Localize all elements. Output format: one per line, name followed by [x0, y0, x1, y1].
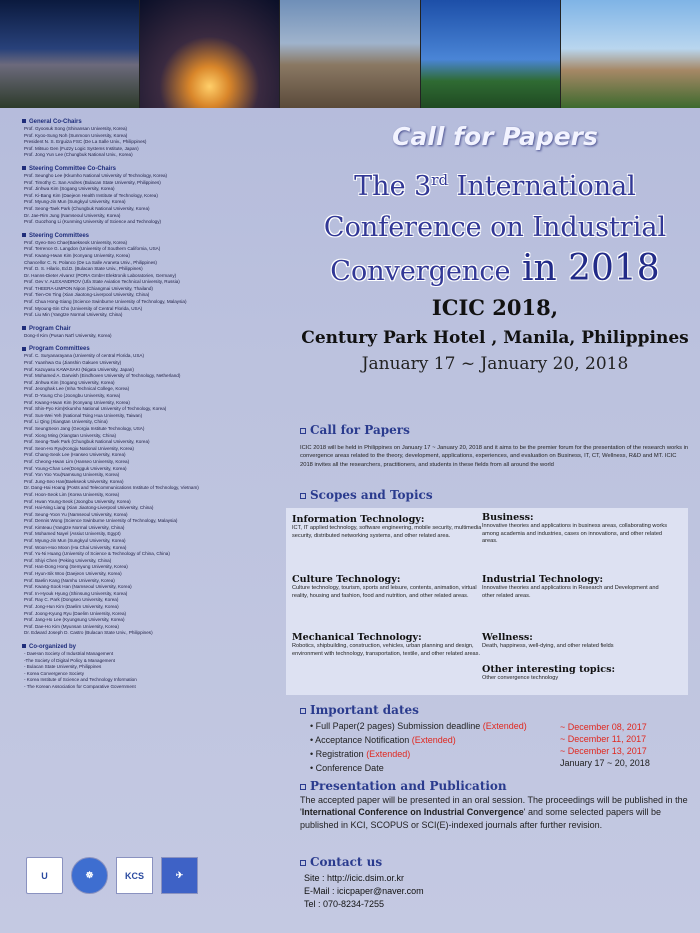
- committee-section-heading: Program Chair: [22, 325, 287, 333]
- committee-member: Prof. Young-Chan Lee(Dongguk University, Korea): [24, 465, 127, 471]
- committee-member: Prof. Kazuyasu KAWASAKI (Nigata University, Japan): [24, 366, 134, 372]
- committee-member: Prof. Mohamed A. Darwish (Eindhoven University of Technology, Netherland): [24, 373, 181, 379]
- contact-tel: Tel : 070-8234-7255: [304, 899, 385, 910]
- committee-member: Dr. Hanns-Dieter Alvarez (PORA GmbH Elektronik Laboratorien, Germany): [24, 272, 177, 278]
- committee-member: Prof. Xiong Ming (Xiangtan University, China): [24, 432, 117, 438]
- church-facade-photo: [561, 0, 700, 108]
- committee-member: Prof. Gyoosuk Song (Shinansan University, Korea): [24, 126, 128, 131]
- topic-description: Robotics, shipbuilding, construction, vehicles, urban planning and design, environment with technology, transportation, textile, and other related areas.: [292, 643, 481, 657]
- conference-title-line2: Conference on Industrial: [323, 212, 667, 243]
- topic-item: [482, 574, 672, 600]
- topic-item: [292, 632, 482, 658]
- topic-description: Innovative theories and applications in business areas, collaborating works among academia and industries, cases on innovations, and other related areas.: [482, 523, 668, 545]
- committee-member: Prof. Tien-On Ting (Xian Jiaotong-Liverpool University, China): [24, 292, 150, 298]
- topic-description: Innovative theories and applications in Research and Development and other related areas.: [482, 585, 659, 599]
- committee-member: - Bulacan State University, Philippines: [24, 664, 102, 670]
- extended-badge: (Extended): [482, 721, 527, 731]
- committee-member: Prof. Liu Min (Yangtze Normal University, China): [24, 312, 123, 318]
- call-for-papers-body: ICIC 2018 will be held in Philippines on January 17 ~ January 20, 2018 and it aims to be the premier forum for the presentation of the research works in convergence areas related to the theory, development, applications, experiences, and evaluation on Business, IT, CT, Wellness, R&D and MT. ICIC 2018 invites all the researchers, practitioners, and students in these fields from all around the world: [300, 445, 689, 468]
- committee-member: -The Society of Digital Policy & Management: [24, 657, 115, 663]
- contact-info: [304, 872, 424, 912]
- society-bird-logo: ✈: [161, 857, 198, 894]
- topic-description: Culture technology, tourism, sports and leisure, contents, animation, virtual reality, housing and fashion, food and nutrition, and other related areas.: [292, 585, 477, 599]
- important-dates-heading: Important dates: [300, 703, 419, 717]
- committee-member: Prof. Mitsuo Gen (Fuzzy Logic Systems Institute, Japan): [24, 145, 139, 151]
- important-date-item: • Registration (Extended): [310, 749, 411, 759]
- committee-member: Prof. Kyoo-Sung Noh (Sunmoon University, Korea): [24, 132, 128, 138]
- committee-member: Prof. C. Suryanarayana (University of central Florida, USA): [24, 353, 144, 359]
- presentation-heading: Presentation and Publication: [300, 779, 507, 793]
- committee-member: Dr. Jae-Rim Jung (Namseoul University, Korea): [24, 212, 121, 218]
- committee-member: Prof. D. S. Hilario, Ed.D. (Bulacan State Univ., Philippines): [24, 266, 143, 272]
- committee-member: Prof. Gyeo-Seo Chae(Baekseok University, Korea): [24, 239, 128, 245]
- committee-member: Prof. Dae-Ho Kim (Myunsan University, Korea): [24, 623, 119, 629]
- committee-member: Prof. THEERA-UMPON Nipon (Chiangmai University, Thailand): [24, 285, 153, 291]
- committee-member: Prof. Hai-Ning Liang (Xian Jiaotong-Liverpool University, China): [24, 505, 154, 511]
- topic-item: [482, 632, 672, 651]
- committee-member: Prof. Hwan Young-Seok (Joongbu University, Korea): [24, 498, 131, 504]
- committee-member: Prof. Ki-Bang Kim (Daejeon Health Institute of Technology, Korea): [24, 192, 158, 198]
- important-date-value: ~ December 11, 2017: [560, 734, 647, 744]
- topic-title: Other interesting topics:: [482, 664, 616, 675]
- contact-heading: Contact us: [300, 855, 382, 869]
- committee-section-heading: General Co-Chairs: [22, 118, 287, 126]
- committee-member: Prof. Terrence G. Langdon (University of Southern California, USA): [24, 246, 161, 252]
- committee-member: Chancellor C. N. Polanco (De La Salle Araneta Univ., Philippines): [24, 259, 157, 265]
- topic-item: [482, 512, 672, 546]
- temple-spire-photo: [421, 0, 561, 108]
- committee-member: Prof. Kimteau (Yangtze Normal University, China): [24, 524, 125, 530]
- committee-member: - Korea Convergence Society: [24, 670, 85, 676]
- committee-member: Prof. Kwang-Sook Han (Namseoul University, Korea): [24, 584, 132, 590]
- committee-member: Prof. Kwang-Hwan Kim (Konyang University, Korea): [24, 252, 130, 258]
- city-night-aerial-photo: [140, 0, 280, 108]
- committee-member: Prof. Cheong-Hwan Lim (Hanseo University, Korea): [24, 458, 130, 464]
- committee-member: Prof. Myung-Jin Mun (Sungkyul University, Korea): [24, 538, 126, 544]
- committee-member: Prof. Joong-Kyung Ryu (Daelim University, Korea): [24, 610, 127, 616]
- committee-member: President N. S. Erguiza FSC (De La Salle Univ., Philippines): [24, 139, 147, 145]
- committee-member: Prof. Myoung-Sin Cho (University of Central Florida, USA): [24, 305, 143, 311]
- photo-banner: [0, 0, 700, 108]
- topic-title: Business:: [482, 512, 534, 523]
- committee-member: Prof. Sun-Wei Yeh (National Tsing Hua University, Taiwan): [24, 412, 143, 418]
- committee-member: Prof. Shiyi Chen (Peking University, China): [24, 557, 112, 563]
- topic-description: Death, happiness, well-dying, and other related fields: [482, 643, 614, 649]
- committee-member: Prof. Jinhwa Kim (Sogang University, Korea): [24, 186, 115, 192]
- committee-member: Prof. Kwang-Hwan Kim (Konyang University, Korea): [24, 399, 130, 405]
- topic-title: Culture Technology:: [292, 574, 401, 585]
- important-date-value: ~ December 13, 2017: [560, 746, 647, 756]
- committee-member: Prof. Chua Hong-Siang (Science Swinburne University of Technology, Malaysia): [24, 299, 187, 305]
- conference-acronym: ICIC 2018,: [431, 295, 559, 320]
- topic-title: Mechanical Technology:: [292, 632, 422, 643]
- important-date-item: • Acceptance Notification (Extended): [310, 735, 456, 745]
- committee-member: Prof. Dennis Wong (Science Swinburne University of Technology, Malaysia): [24, 518, 178, 524]
- university-emblem-logo: ☸: [71, 857, 108, 894]
- committee-member: Dr. Edward Joseph D. Castro (Bulacan State Univ., Philippines): [24, 630, 153, 636]
- important-dates-values: [560, 721, 650, 769]
- conference-title: [290, 160, 700, 292]
- presentation-body: The accepted paper will be presented in an oral session. The proceedings will be published in the 'International Conference on Industrial Convergence' and some selected papers will be published in KCI, SCOPUS or SCI(E)-indexed journals after further revision.: [300, 795, 688, 830]
- committee-member: Prof. Guozhong Li (Kunming University of Science and Technology): [24, 219, 162, 225]
- committee-member: Prof. Mohamed Nayel (Assiut University, Egypt): [24, 531, 121, 537]
- committee-member: - The Korean Association for Comparative Government: [24, 683, 136, 689]
- committee-member: Prof. Chang-Seok Lee (Hanseo University, Korea): [24, 452, 126, 458]
- committee-member: - Korea Institute of Science and Technology Information: [24, 677, 137, 683]
- committee-member: Prof. Seong-Taek Park (Chungbuk National University, Korea): [24, 205, 150, 211]
- topic-item: [292, 514, 482, 540]
- committee-member: Prof. Seong-Taek Park (Chungbuk National University, Korea): [24, 439, 150, 445]
- committee-member: Dr. Dang-Hai Hoang (Posts and Telecommunications Institute of Technology, Vietnam): [24, 485, 199, 491]
- organizer-logos: [26, 857, 198, 894]
- conference-title-line3: Convergence in 2018: [330, 248, 660, 289]
- committee-member: Prof. Ray C. Park (Dongseo University, Korea): [24, 597, 119, 603]
- call-for-papers-title: Call for Papers: [392, 122, 598, 151]
- committee-member: Prof. Jang-Ho Lee (Kyungsung University, Korea): [24, 617, 125, 623]
- contact-site[interactable]: Site : http://icic.dsim.or.kr: [304, 873, 405, 883]
- conference-venue: Century Park Hotel , Manila, Philippines: [301, 328, 689, 348]
- committee-member: Prof. Jong Yun Lee (Chungbuk National Univ., Korea): [24, 152, 133, 158]
- committee-member: Prof. D-Young Cho (Joongbu University, Korea): [24, 393, 121, 398]
- committee-member: Prof. Yon Yoo You(Namsung University, Korea): [24, 472, 120, 478]
- committee-member: Prof. Baelin Kang (Namhu University, Korea): [24, 577, 115, 583]
- call-for-papers-heading: Call for Papers: [300, 423, 410, 437]
- contact-email[interactable]: E-Mail : icicpaper@naver.com: [304, 886, 424, 897]
- committee-member: Prof. Shin-Pyo Kim(Kkumho National University of Technology, Korea): [24, 406, 167, 412]
- committee-member: Prof. Seung-Yoon Yu (Namseoul University, Korea): [24, 511, 128, 517]
- committee-member: Prof. Myung-Jin Mun (Sungkyul University, Korea): [24, 199, 126, 205]
- committee-member: Prof. Yuanhwa Gu (Jianshin Gakuen University): [24, 360, 122, 366]
- committee-member: Prof. SeungSeon Jang (Georgia Institute Technology, USA): [24, 425, 145, 431]
- committee-member: Prof. In-Hyouk Hyung (Shinsung University, Korea): [24, 590, 128, 596]
- committee-section-heading: Co-organized by: [22, 643, 287, 651]
- topic-title: Information Technology:: [292, 514, 425, 525]
- conference-dates: January 17 ~ January 20, 2018: [361, 354, 629, 374]
- topic-description: Other convergence technology: [482, 675, 559, 681]
- committee-member: Prof. Seungho Lee (Kkumho National University of Technology, Korea): [24, 172, 168, 178]
- committee-member: Prof. Jeonghak Lee (Inha Technical College, Korea): [24, 386, 130, 392]
- topic-description: ICT, IT applied technology, software engineering, mobile security, multimedia security, distributed networking systems, and other related area.: [292, 525, 482, 539]
- committee-member: Prof. Jong-Hun Kim (Daelim University, Korea): [24, 604, 119, 609]
- committee-member: Prof. Seon-Ho Ryu(Kongju National University, Korea): [24, 445, 134, 451]
- topics-box: [286, 508, 688, 695]
- extended-badge: (Extended): [411, 735, 456, 745]
- topic-item: [482, 664, 672, 683]
- committee-member: Prof. Han-Dong Hong (Semyung University, Korea): [24, 564, 128, 570]
- kcs-logo: KCS: [116, 857, 153, 894]
- important-dates-list: [310, 719, 527, 775]
- committee-member: Prof. Gev V. ALEXANDROV (Ufa State Aviation Technical University, Russia): [24, 279, 180, 285]
- committee-section-heading: Program Committees: [22, 345, 287, 353]
- topic-item: [292, 574, 482, 600]
- committee-member: Prof. Hoon-Seok Lim (Korea University, Korea): [24, 491, 120, 497]
- important-date-value: January 17 ~ 20, 2018: [560, 758, 650, 768]
- committee-member: Prof. Yu-Ni Huang (University of Science & Technology of China, China): [24, 551, 170, 557]
- committee-sidebar: [22, 118, 287, 691]
- scopes-heading: Scopes and Topics: [300, 488, 433, 502]
- committee-section-heading: Steering Committee Co-Chairs: [22, 165, 287, 173]
- volcano-landscape-photo: [0, 0, 140, 108]
- committee-section-heading: Steering Committees: [22, 232, 287, 240]
- important-date-item: • Conference Date: [310, 763, 384, 773]
- committee-member: Prof. Li Qing (Xiangtan University, China): [24, 419, 108, 425]
- extended-badge: (Extended): [366, 749, 411, 759]
- important-date-value: ~ December 08, 2017: [560, 722, 647, 732]
- committee-member: Prof. Woon-Hoo Moon (Ha Chai University, Korea): [24, 544, 127, 550]
- topic-title: Wellness:: [482, 632, 533, 643]
- university-seal-logo: U: [26, 857, 63, 894]
- conference-title-line1: The 3rd International: [354, 171, 636, 202]
- cathedral-photo: [280, 0, 420, 108]
- committee-member: Prof. Jung-Seo Han(Baekseok University, Korea): [24, 478, 124, 484]
- topic-title: Industrial Technology:: [482, 574, 604, 585]
- committee-member: Prof. Timothy C. San Andres (Bulacan State University, Philippines): [24, 179, 161, 185]
- committee-member: Prof. Hyun-Sik Woo (Daejeon University, Korea): [24, 571, 122, 577]
- committee-member: Dong-Il Kim (Pusan Nat'l University, Korea): [24, 332, 112, 338]
- committee-member: - DaeHan Society of Industrial Management: [24, 650, 114, 656]
- important-date-item: • Full Paper(2 pages) Submission deadline (Extended): [310, 721, 527, 731]
- committee-member: Prof. Jinhwa Kim (Sogang University, Korea): [24, 379, 115, 385]
